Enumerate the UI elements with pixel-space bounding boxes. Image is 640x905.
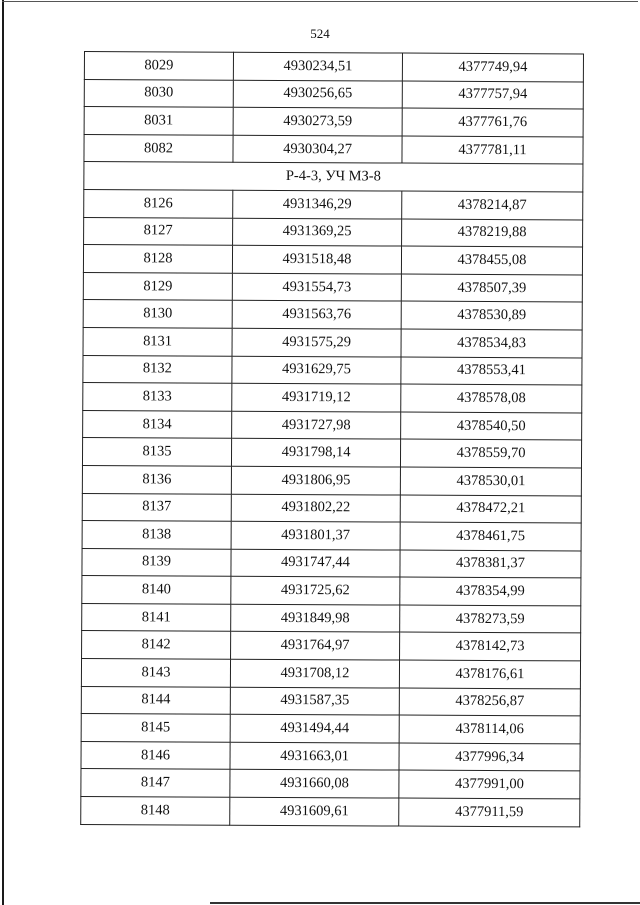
x-coordinate-cell: 4931719,12 <box>232 383 401 411</box>
point-number-cell: 8140 <box>82 576 231 604</box>
table-row <box>82 465 581 495</box>
table-row <box>81 714 580 744</box>
table-row <box>84 79 583 109</box>
point-number-cell: 8029 <box>84 52 233 80</box>
x-coordinate-cell: 4931801,37 <box>231 521 400 549</box>
y-coordinate-cell: 4378534,83 <box>401 329 582 357</box>
table-row <box>82 631 581 661</box>
point-number-cell: 8132 <box>83 355 232 383</box>
table-row <box>84 134 583 164</box>
coordinates-table <box>80 51 584 827</box>
x-coordinate-cell: 4931518,48 <box>232 245 401 273</box>
table-row <box>81 659 580 689</box>
x-coordinate-cell: 4931609,61 <box>230 797 399 825</box>
y-coordinate-cell: 4377991,00 <box>399 770 580 798</box>
x-coordinate-cell: 4931554,73 <box>232 273 401 301</box>
x-coordinate-cell: 4930256,65 <box>233 80 402 108</box>
point-number-cell: 8134 <box>83 410 232 438</box>
x-coordinate-cell: 4931725,62 <box>231 577 400 605</box>
y-coordinate-cell: 4378461,75 <box>400 522 581 550</box>
x-coordinate-cell: 4931849,98 <box>231 604 400 632</box>
table-row <box>83 272 582 302</box>
point-number-cell: 8147 <box>81 769 230 797</box>
x-coordinate-cell: 4931798,14 <box>231 439 400 467</box>
x-coordinate-cell: 4931494,44 <box>230 714 399 742</box>
table-row <box>82 548 581 578</box>
x-coordinate-cell: 4931629,75 <box>232 356 401 384</box>
y-coordinate-cell: 4377911,59 <box>399 798 580 826</box>
y-coordinate-cell: 4378530,89 <box>401 301 582 329</box>
table-row <box>84 217 583 247</box>
y-coordinate-cell: 4378472,21 <box>400 495 581 523</box>
table-row <box>83 410 582 440</box>
point-number-cell: 8030 <box>84 79 233 107</box>
point-number-cell: 8137 <box>82 493 231 521</box>
scan-border-bottom <box>210 902 640 904</box>
y-coordinate-cell: 4378559,70 <box>400 439 581 467</box>
point-number-cell: 8142 <box>82 631 231 659</box>
point-number-cell: 8133 <box>83 383 232 411</box>
point-number-cell: 8139 <box>82 548 231 576</box>
y-coordinate-cell: 4378507,39 <box>401 274 582 302</box>
y-coordinate-cell: 4378176,61 <box>399 660 580 688</box>
point-number-cell: 8031 <box>84 107 233 135</box>
section-title: Р-4-3, УЧ МЗ-8 <box>84 162 583 192</box>
x-coordinate-cell: 4931747,44 <box>231 549 400 577</box>
y-coordinate-cell: 4378256,87 <box>399 688 580 716</box>
point-number-cell: 8131 <box>83 327 232 355</box>
point-number-cell: 8148 <box>81 797 230 825</box>
table-row <box>84 107 583 137</box>
x-coordinate-cell: 4931563,76 <box>232 301 401 329</box>
point-number-cell: 8136 <box>82 465 231 493</box>
x-coordinate-cell: 4930304,27 <box>233 135 402 163</box>
x-coordinate-cell: 4931663,01 <box>230 742 399 770</box>
point-number-cell: 8130 <box>83 300 232 328</box>
point-number-cell: 8138 <box>82 521 231 549</box>
x-coordinate-cell: 4931346,29 <box>233 190 402 218</box>
table-row <box>82 493 581 523</box>
y-coordinate-cell: 4378553,41 <box>401 357 582 385</box>
y-coordinate-cell: 4377781,11 <box>402 136 583 164</box>
point-number-cell: 8141 <box>82 603 231 631</box>
table-row <box>84 52 583 82</box>
y-coordinate-cell: 4378530,01 <box>400 467 581 495</box>
x-coordinate-cell: 4931727,98 <box>232 411 401 439</box>
x-coordinate-cell: 4931575,29 <box>232 328 401 356</box>
table-row <box>83 245 582 275</box>
y-coordinate-cell: 4377749,94 <box>402 53 583 81</box>
table-row <box>82 521 581 551</box>
table-row <box>81 769 580 799</box>
y-coordinate-cell: 4378578,08 <box>401 384 582 412</box>
x-coordinate-cell: 4931587,35 <box>230 687 399 715</box>
table-row <box>83 327 582 357</box>
point-number-cell: 8128 <box>83 245 232 273</box>
x-coordinate-cell: 4930234,51 <box>233 52 402 80</box>
point-number-cell: 8082 <box>84 134 233 162</box>
y-coordinate-cell: 4377757,94 <box>402 81 583 109</box>
point-number-cell: 8127 <box>84 217 233 245</box>
section-row <box>84 162 583 192</box>
x-coordinate-cell: 4931802,22 <box>231 494 400 522</box>
y-coordinate-cell: 4378219,88 <box>402 219 583 247</box>
y-coordinate-cell: 4377996,34 <box>399 743 580 771</box>
y-coordinate-cell: 4378114,06 <box>399 715 580 743</box>
point-number-cell: 8126 <box>84 189 233 217</box>
y-coordinate-cell: 4378142,73 <box>400 633 581 661</box>
x-coordinate-cell: 4931369,25 <box>233 218 402 246</box>
point-number-cell: 8145 <box>81 714 230 742</box>
point-number-cell: 8129 <box>83 272 232 300</box>
x-coordinate-cell: 4931764,97 <box>231 632 400 660</box>
table-row <box>81 741 580 771</box>
point-number-cell: 8144 <box>81 686 230 714</box>
point-number-cell: 8146 <box>81 741 230 769</box>
table-row <box>82 576 581 606</box>
coordinates-table-body <box>81 52 584 827</box>
table-row <box>83 383 582 413</box>
point-number-cell: 8135 <box>82 438 231 466</box>
table-row <box>82 438 581 468</box>
x-coordinate-cell: 4930273,59 <box>233 107 402 135</box>
y-coordinate-cell: 4378354,99 <box>400 577 581 605</box>
table-row <box>83 355 582 385</box>
y-coordinate-cell: 4378540,50 <box>401 412 582 440</box>
table-row <box>83 300 582 330</box>
table-row <box>81 686 580 716</box>
point-number-cell: 8143 <box>81 659 230 687</box>
table-row <box>82 603 581 633</box>
table-row <box>81 797 580 827</box>
x-coordinate-cell: 4931708,12 <box>230 659 399 687</box>
x-coordinate-cell: 4931660,08 <box>230 770 399 798</box>
y-coordinate-cell: 4377761,76 <box>402 108 583 136</box>
scan-border-top <box>2 1 638 2</box>
y-coordinate-cell: 4378214,87 <box>402 191 583 219</box>
y-coordinate-cell: 4378273,59 <box>400 605 581 633</box>
scan-border-left <box>2 0 4 905</box>
table-row <box>84 189 583 219</box>
y-coordinate-cell: 4378381,37 <box>400 550 581 578</box>
y-coordinate-cell: 4378455,08 <box>401 246 582 274</box>
page-number: 524 <box>310 26 330 41</box>
x-coordinate-cell: 4931806,95 <box>231 466 400 494</box>
